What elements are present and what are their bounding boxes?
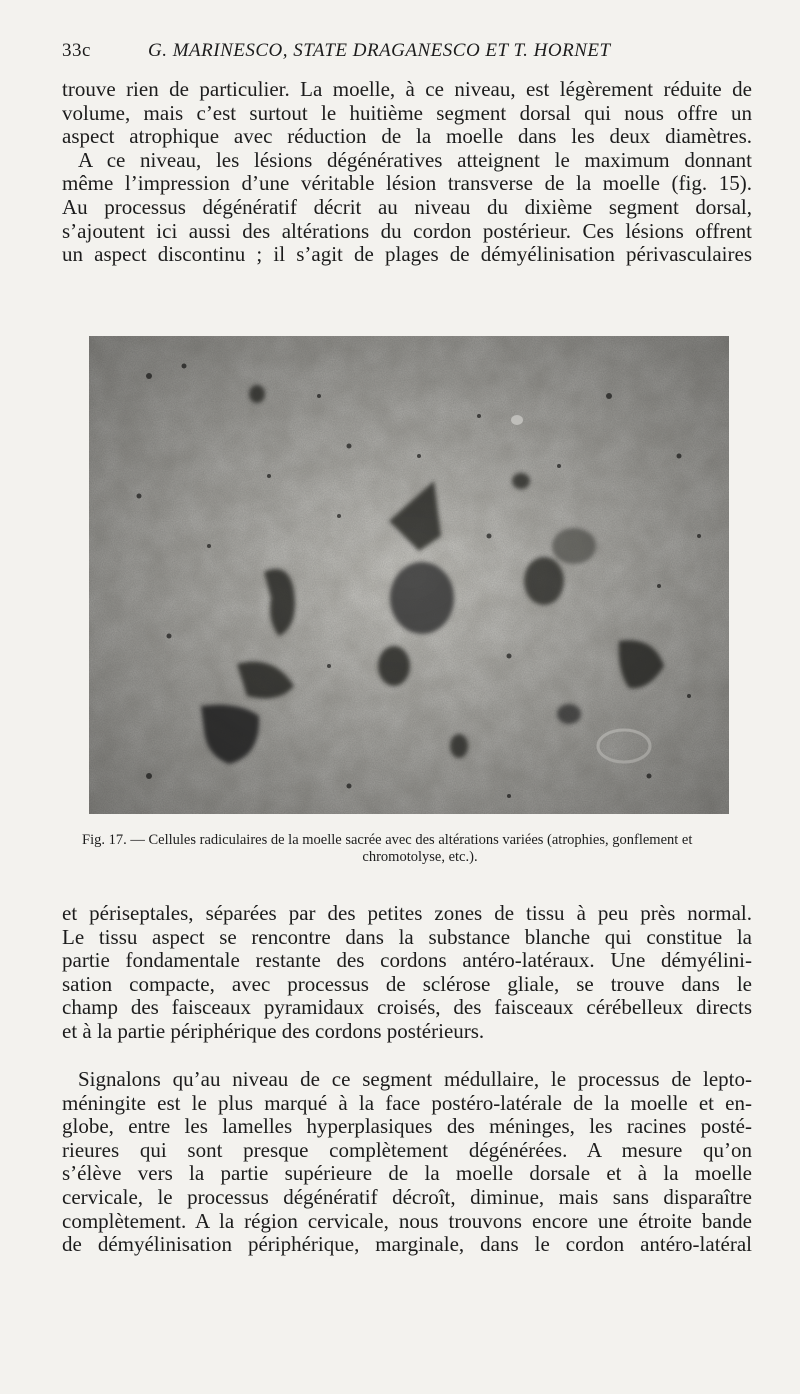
caption-line: chromotolyse, etc.). xyxy=(362,849,478,865)
paragraph-3 xyxy=(62,1068,752,1257)
text-line: cervicale, le processus dégénératif décroît, diminue, mais sans disparaître xyxy=(62,1185,752,1209)
text-line: s’ajoutent ici aussi des altérations du cordon postérieur. Ces lésions offrent xyxy=(62,219,752,243)
text-line: trouve rien de particulier. La moelle, à ce niveau, est légèrement réduite de xyxy=(62,78,752,101)
text-line: et périseptales, séparées par des petites zones de tissu à peu près normal. xyxy=(62,902,752,925)
text-line: un aspect discontinu ; il s’agit de plages de démyélinisation périvasculaires xyxy=(62,243,752,267)
figure-micrograph xyxy=(89,336,729,814)
text-line: méningite est le plus marqué à la face postéro-latérale de la moelle et en- xyxy=(62,1091,752,1115)
caption-line: Fig. 17. — Cellules radiculaires de la moelle sacrée avec des altérations variées (atrophies, gonflement et xyxy=(82,832,693,848)
page-number: 33с xyxy=(62,40,91,61)
text-line: aspect atrophique avec réduction de la moelle dans les deux diamètres. xyxy=(62,125,752,149)
text-line: sation compacte, avec processus de sclérose gliale, se trouve dans le xyxy=(62,972,752,996)
text-line: s’élève vers la partie supérieure de la moelle dorsale et à la moelle xyxy=(62,1162,752,1186)
text-line: A ce niveau, les lésions dégénératives atteignent le maximum donnant xyxy=(78,148,752,172)
micrograph-icon xyxy=(89,336,729,814)
running-head xyxy=(62,40,752,66)
paragraph-2 xyxy=(62,902,752,1044)
text-line: Signalons qu’au niveau de ce segment médullaire, le processus de lepto- xyxy=(78,1068,752,1091)
paragraph-1 xyxy=(62,78,752,267)
running-head-authors: G. MARINESCO, STATE DRAGANESCO ET T. HORNET xyxy=(148,40,611,61)
text-line: complètement. A la région cervicale, nous trouvons encore une étroite bande xyxy=(62,1209,752,1233)
text-line: même l’impression d’une véritable lésion transverse de la moelle (fig. 15). xyxy=(62,172,752,196)
text-line: rieures qui sont presque complètement dégénérées. A mesure qu’on xyxy=(62,1138,752,1162)
text-line: globe, entre les lamelles hyperplasiques des méninges, les racines posté- xyxy=(62,1115,752,1139)
text-line: champ des faisceaux pyramidaux croisés, des faisceaux cérébelleux directs xyxy=(62,996,752,1020)
text-line: partie fondamentale restante des cordons antéro-latéraux. Une démyélini- xyxy=(62,949,752,973)
text-line: Au processus dégénératif décrit au niveau du dixième segment dorsal, xyxy=(62,195,752,219)
text-line: Le tissu aspect se rencontre dans la substance blanche qui constitue la xyxy=(62,925,752,949)
text-line: de démyélinisation périphérique, marginale, dans le cordon antéro-latéral xyxy=(62,1233,752,1257)
text-line: et à la partie périphérique des cordons postérieurs. xyxy=(62,1019,485,1043)
figure-caption xyxy=(82,832,758,866)
text-line: volume, mais c’est surtout le huitième segment dorsal qui nous offre un xyxy=(62,101,752,125)
